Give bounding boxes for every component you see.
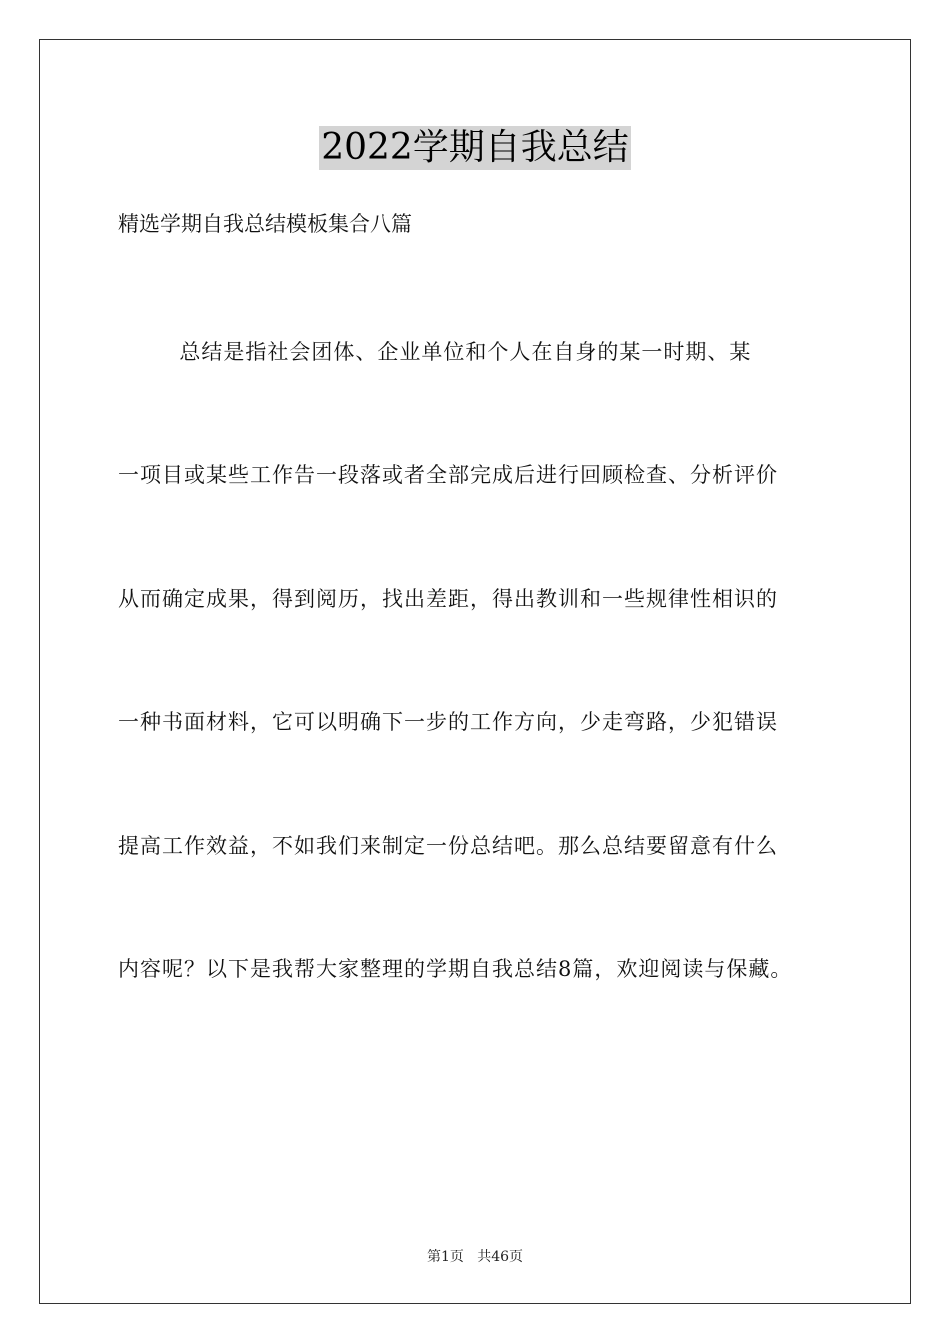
document-title: 2022学期自我总结 <box>321 127 629 168</box>
paragraph-line: 一项目或某些工作告一段落或者全部完成后进行回顾检查、分析评价 <box>118 463 778 487</box>
paragraph-line: 总结是指社会团体、企业单位和个人在自身的某一时期、某 <box>118 340 752 364</box>
page-footer <box>0 1247 950 1267</box>
document-subtitle: 精选学期自我总结模板集合八篇 <box>118 212 412 236</box>
paragraph-line: 内容呢？以下是我帮大家整理的学期自我总结8篇，欢迎阅读与保藏。 <box>118 957 793 981</box>
paragraph-line: 从而确定成果，得到阅历，找出差距，得出教训和一些规律性相识的 <box>118 587 778 611</box>
paragraph-line: 提高工作效益，不如我们来制定一份总结吧。那么总结要留意有什么 <box>118 834 778 858</box>
page-number: 第1页 共46页 <box>426 1249 524 1265</box>
paragraph-line: 一种书面材料，它可以明确下一步的工作方向，少走弯路，少犯错误 <box>118 710 778 734</box>
title-container <box>0 126 950 170</box>
